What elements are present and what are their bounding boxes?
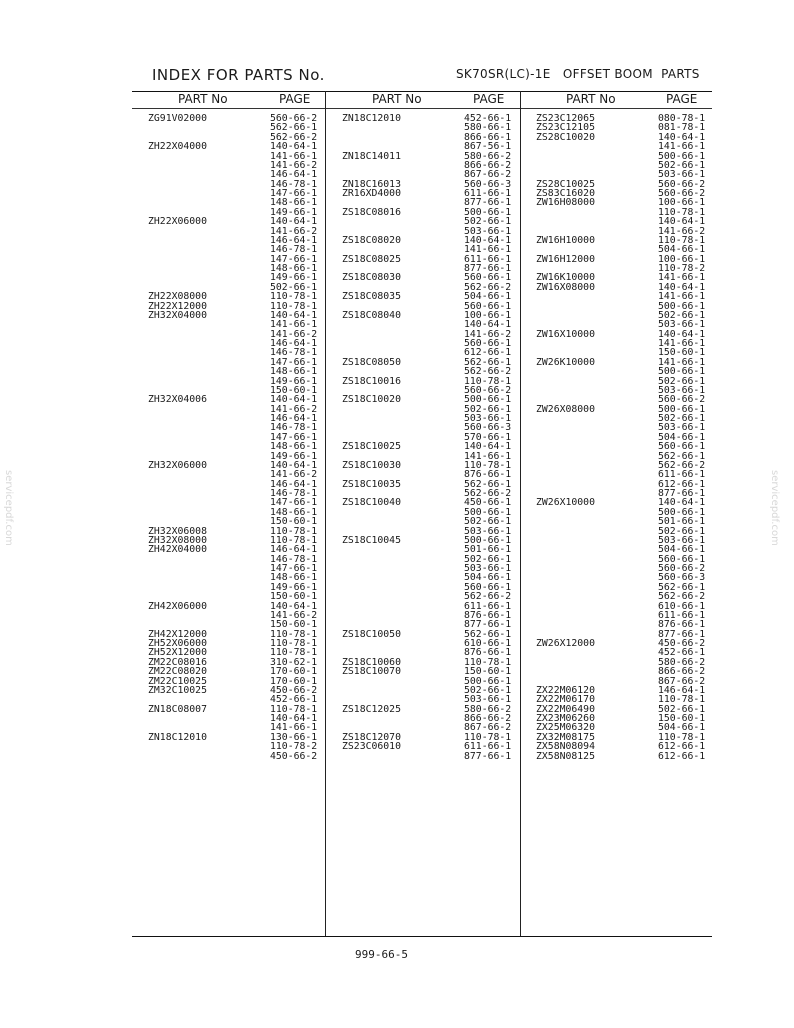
- column-divider-2: [520, 91, 521, 936]
- part-number: ZW16K10000: [536, 272, 595, 284]
- column-2-partno-header: PART No: [372, 92, 422, 106]
- page-reference: 502-66-1: [658, 703, 706, 715]
- page-reference: 611-66-1: [464, 253, 512, 265]
- column-1-page-header: PAGE: [279, 92, 311, 106]
- page-reference: 560-66-2: [270, 113, 318, 124]
- column-3-page-header: PAGE: [666, 92, 698, 106]
- page-reference: 100-66-1: [658, 197, 706, 209]
- page-reference: 562-66-2: [658, 459, 706, 471]
- page-reference: 560-66-1: [658, 553, 706, 565]
- page-reference: 580-66-2: [464, 703, 512, 715]
- page-reference: 148-66-1: [270, 441, 318, 453]
- part-number: ZN18C12010: [342, 113, 401, 124]
- page-reference: 500-66-1: [464, 206, 512, 218]
- page-reference: 110-78-1: [270, 534, 318, 546]
- page-reference: 560-66-2: [658, 178, 706, 190]
- part-number: ZN18C16013: [342, 178, 401, 190]
- page-reference: 877-66-1: [658, 488, 706, 499]
- page-reference: 877-66-1: [464, 197, 512, 209]
- part-number: ZS18C08030: [342, 272, 401, 284]
- page-reference: 876-66-1: [658, 619, 706, 631]
- watermark-left: servicepdf.com: [3, 470, 14, 546]
- page-reference: 140-64-1: [270, 141, 318, 153]
- parts-column-2: [342, 114, 518, 761]
- page-reference: 503-66-1: [658, 319, 706, 331]
- page-reference: 141-66-2: [464, 328, 512, 340]
- page-reference: 110-78-1: [464, 459, 512, 471]
- part-number: ZS23C12105: [536, 122, 595, 134]
- page-reference: 502-66-1: [270, 281, 318, 293]
- part-number: ZS18C10030: [342, 459, 401, 471]
- index-title: INDEX FOR PARTS No.: [152, 66, 325, 84]
- page-reference: 150-60-1: [270, 591, 318, 603]
- page-reference: 502-66-1: [464, 553, 512, 565]
- page-reference: 110-78-1: [464, 656, 512, 668]
- part-number: ZS18C10070: [342, 666, 401, 678]
- part-number: ZH42X06000: [148, 600, 207, 612]
- part-number: ZS83C16020: [536, 188, 595, 199]
- part-number: ZS18C10045: [342, 534, 401, 546]
- page-reference: 503-66-1: [658, 384, 706, 396]
- page-reference: 562-66-1: [270, 122, 318, 134]
- page-reference: 560-66-1: [464, 300, 512, 312]
- index-row: [148, 752, 324, 761]
- page-reference: 146-78-1: [270, 178, 318, 190]
- part-number: ZM22C08016: [148, 656, 207, 668]
- parts-column-3: [536, 114, 712, 761]
- page-reference: 141-66-1: [658, 141, 706, 153]
- page-reference: 502-66-1: [464, 516, 512, 528]
- page-reference: 500-66-1: [658, 300, 706, 312]
- page-reference: 866-66-2: [658, 666, 706, 678]
- page-reference: 502-66-1: [658, 309, 706, 321]
- page-reference: 146-64-1: [270, 169, 318, 181]
- part-number: ZW16H10000: [536, 234, 595, 246]
- page-reference: 452-66-1: [270, 694, 318, 706]
- part-number: ZM22C08020: [148, 666, 207, 678]
- part-number: ZS18C12070: [342, 731, 401, 743]
- page-reference: 141-66-2: [270, 159, 318, 171]
- page-reference: 110-78-1: [270, 291, 318, 303]
- page-number: 999-66-5: [355, 948, 408, 961]
- part-number: ZS18C10050: [342, 628, 401, 640]
- part-number: ZH32X06008: [148, 525, 207, 537]
- page-reference: 110-78-1: [270, 525, 318, 537]
- page-reference: 110-78-2: [270, 741, 318, 753]
- part-number: ZS18C08016: [342, 206, 401, 218]
- page-reference: 100-66-1: [658, 253, 706, 265]
- page-reference: 147-66-1: [270, 188, 318, 199]
- page-reference: 866-66-2: [464, 713, 512, 724]
- part-number: ZH52X06000: [148, 638, 207, 649]
- page-reference: 611-66-1: [658, 469, 706, 481]
- page-reference: 149-66-1: [270, 272, 318, 284]
- part-number: ZW26X08000: [536, 403, 595, 415]
- part-number: ZH22X04000: [148, 141, 207, 153]
- part-number: ZH42X12000: [148, 628, 207, 640]
- page-reference: 140-64-1: [464, 441, 512, 453]
- page-reference: 110-78-1: [658, 731, 706, 743]
- part-number: ZH32X08000: [148, 534, 207, 546]
- page-reference: 146-78-1: [270, 422, 318, 434]
- part-number: ZX32M08175: [536, 731, 595, 743]
- page-reference: 150-60-1: [270, 619, 318, 631]
- page-reference: 580-66-2: [658, 656, 706, 668]
- column-2-page-header: PAGE: [473, 92, 505, 106]
- page-reference: 148-66-1: [270, 506, 318, 518]
- page-reference: 611-66-1: [464, 188, 512, 199]
- page-reference: 150-60-1: [270, 384, 318, 396]
- page-reference: 141-66-2: [270, 469, 318, 481]
- page-reference: 146-78-1: [270, 244, 318, 256]
- page-reference: 562-66-1: [464, 356, 512, 368]
- part-number: ZS18C08035: [342, 291, 401, 303]
- page-reference: 562-66-2: [464, 591, 512, 603]
- page-reference: 867-66-2: [658, 675, 706, 687]
- page-reference: 141-66-1: [270, 319, 318, 331]
- page-reference: 148-66-1: [270, 263, 318, 274]
- page-reference: 612-66-1: [464, 347, 512, 359]
- part-number: ZX22M06170: [536, 694, 595, 706]
- page-reference: 877-66-1: [464, 263, 512, 274]
- page-reference: 140-64-1: [464, 319, 512, 331]
- page-reference: 503-66-1: [658, 169, 706, 181]
- page-reference: 560-66-1: [658, 441, 706, 453]
- page-reference: 141-66-2: [270, 403, 318, 415]
- page-reference: 560-66-3: [464, 422, 512, 434]
- page-reference: 146-78-1: [270, 488, 318, 499]
- page-reference: 147-66-1: [270, 356, 318, 368]
- page-reference: 500-66-1: [464, 394, 512, 406]
- page-reference: 560-66-1: [464, 581, 512, 593]
- page-reference: 560-66-2: [658, 394, 706, 406]
- page-reference: 580-66-1: [464, 122, 512, 134]
- page-reference: 502-66-1: [658, 159, 706, 171]
- part-number: ZH32X06000: [148, 459, 207, 471]
- page-reference: 452-66-1: [658, 647, 706, 659]
- page-reference: 502-66-1: [464, 216, 512, 228]
- page-reference: 501-66-1: [658, 516, 706, 528]
- page-reference: 149-66-1: [270, 581, 318, 593]
- page-reference: 110-78-1: [270, 638, 318, 649]
- part-number: ZW26X10000: [536, 497, 595, 509]
- page-reference: 140-64-1: [658, 131, 706, 143]
- page-reference: 876-66-1: [464, 609, 512, 621]
- part-number: ZS18C10025: [342, 441, 401, 453]
- page-reference: 141-66-2: [658, 225, 706, 237]
- page-reference: 502-66-1: [658, 525, 706, 537]
- page-reference: 501-66-1: [464, 544, 512, 556]
- page-reference: 450-66-2: [658, 638, 706, 649]
- page-reference: 141-66-1: [658, 291, 706, 303]
- page-reference: 612-66-1: [658, 741, 706, 753]
- page-reference: 877-66-1: [658, 628, 706, 640]
- page-reference: 610-66-1: [464, 638, 512, 649]
- page-reference: 450-66-1: [464, 497, 512, 509]
- page-reference: 611-66-1: [464, 600, 512, 612]
- index-row: [342, 752, 518, 761]
- page-reference: 110-78-1: [658, 234, 706, 246]
- part-number: ZX22M06120: [536, 684, 595, 696]
- page-reference: 170-60-1: [270, 666, 318, 678]
- page-reference: 503-66-1: [464, 225, 512, 237]
- page-reference: 876-66-1: [464, 647, 512, 659]
- page-reference: 150-60-1: [658, 347, 706, 359]
- page-reference: 146-64-1: [270, 338, 318, 349]
- page-reference: 562-66-1: [658, 450, 706, 462]
- watermark-right: servicepdf.com: [769, 470, 780, 546]
- page-reference: 110-78-1: [658, 206, 706, 218]
- page-reference: 562-66-2: [658, 591, 706, 603]
- page-reference: 130-66-1: [270, 731, 318, 743]
- page-reference: 500-66-1: [658, 366, 706, 378]
- page-reference: 110-78-1: [270, 703, 318, 715]
- page-reference: 140-64-1: [658, 281, 706, 293]
- page-reference: 140-64-1: [658, 216, 706, 228]
- page-reference: 149-66-1: [270, 375, 318, 387]
- page-reference: 140-64-1: [270, 216, 318, 228]
- part-number: ZG91V02000: [148, 113, 207, 124]
- page-reference: 867-66-2: [464, 169, 512, 181]
- part-number: ZS28C10020: [536, 131, 595, 143]
- page-reference: 110-78-2: [658, 263, 706, 274]
- page-reference: 150-60-1: [658, 713, 706, 724]
- page-reference: 080-78-1: [658, 113, 706, 124]
- page-reference: 611-66-1: [464, 741, 512, 753]
- part-number: ZW16H12000: [536, 253, 595, 265]
- part-number: ZR16XD4000: [342, 188, 401, 199]
- page-reference: 503-66-1: [464, 694, 512, 706]
- part-number: ZS18C10040: [342, 497, 401, 509]
- page-reference: 140-64-1: [270, 459, 318, 471]
- page-reference: 560-66-2: [658, 188, 706, 199]
- bottom-rule: [132, 936, 712, 937]
- page-reference: 141-66-1: [658, 338, 706, 349]
- part-number: ZX58N08094: [536, 741, 595, 753]
- part-number: ZS18C10060: [342, 656, 401, 668]
- part-number: ZH22X12000: [148, 300, 207, 312]
- page-reference: 310-62-1: [270, 656, 318, 668]
- page-reference: 141-66-1: [464, 450, 512, 462]
- part-number: ZS18C10016: [342, 375, 401, 387]
- page-reference: 146-64-1: [658, 684, 706, 696]
- part-number: ZW16X08000: [536, 281, 595, 293]
- page-reference: 500-66-1: [464, 675, 512, 687]
- page-reference: 146-64-1: [270, 478, 318, 490]
- page-reference: 149-66-1: [270, 450, 318, 462]
- part-number: ZS18C12025: [342, 703, 401, 715]
- part-number: ZS18C10035: [342, 478, 401, 490]
- part-number: ZN18C08007: [148, 703, 207, 715]
- page-reference: 560-66-3: [464, 178, 512, 190]
- page-reference: 502-66-1: [464, 684, 512, 696]
- column-1-partno-header: PART No: [178, 92, 228, 106]
- page-reference: 502-66-1: [658, 413, 706, 424]
- page-reference: 500-66-1: [658, 506, 706, 518]
- model-title: SK70SR(LC)-1E OFFSET BOOM PARTS: [456, 67, 700, 81]
- page-reference: 877-66-1: [464, 619, 512, 631]
- part-number: ZN18C12010: [148, 731, 207, 743]
- page-reference: 141-66-1: [658, 356, 706, 368]
- page-reference: 081-78-1: [658, 122, 706, 134]
- part-number: ZW16H08000: [536, 197, 595, 209]
- part-number: ZX22M06490: [536, 703, 595, 715]
- page-reference: 503-66-1: [464, 413, 512, 424]
- page-reference: 150-60-1: [464, 666, 512, 678]
- page-reference: 110-78-1: [464, 375, 512, 387]
- page-reference: 141-66-2: [270, 609, 318, 621]
- page-reference: 100-66-1: [464, 309, 512, 321]
- page-reference: 500-66-1: [658, 403, 706, 415]
- page-reference: 503-66-1: [658, 422, 706, 434]
- page-reference: 146-78-1: [270, 347, 318, 359]
- part-number: ZH32X04000: [148, 309, 207, 321]
- page-reference: 141-66-2: [270, 328, 318, 340]
- page-reference: 560-66-3: [658, 572, 706, 584]
- page-reference: 580-66-2: [464, 150, 512, 162]
- page-reference: 452-66-1: [464, 113, 512, 124]
- part-number: ZM22C10025: [148, 675, 207, 687]
- page-reference: 110-78-1: [464, 731, 512, 743]
- page-reference: 562-66-1: [464, 628, 512, 640]
- part-number: ZS28C10025: [536, 178, 595, 190]
- page-reference: 500-66-1: [464, 506, 512, 518]
- page-reference: 560-66-2: [464, 384, 512, 396]
- page-reference: 503-66-1: [464, 563, 512, 574]
- page-reference: 140-64-1: [270, 713, 318, 724]
- page-reference: 867-56-1: [464, 141, 512, 153]
- page-reference: 502-66-1: [464, 403, 512, 415]
- page-reference: 504-66-1: [658, 431, 706, 443]
- page-reference: 148-66-1: [270, 366, 318, 378]
- page-reference: 150-60-1: [270, 516, 318, 528]
- page-reference: 562-66-2: [464, 488, 512, 499]
- part-number: ZS23C06010: [342, 741, 401, 753]
- page-reference: 867-66-2: [464, 722, 512, 734]
- page-reference: 570-66-1: [464, 431, 512, 443]
- page-reference: 141-66-1: [658, 272, 706, 284]
- part-number: ZH22X08000: [148, 291, 207, 303]
- page-reference: 500-66-1: [658, 150, 706, 162]
- page-reference: 503-66-1: [658, 534, 706, 546]
- page-reference: 866-66-1: [464, 131, 512, 143]
- page-reference: 141-66-1: [270, 150, 318, 162]
- page-reference: 612-66-1: [658, 750, 706, 762]
- part-number: ZS18C08025: [342, 253, 401, 265]
- page-reference: 502-66-1: [658, 375, 706, 387]
- part-number: ZS18C08040: [342, 309, 401, 321]
- part-number: ZH32X04006: [148, 394, 207, 406]
- page-reference: 140-64-1: [270, 309, 318, 321]
- page-reference: 140-64-1: [270, 600, 318, 612]
- page-reference: 110-78-1: [270, 647, 318, 659]
- header-rule: [132, 108, 712, 109]
- page-reference: 149-66-1: [270, 206, 318, 218]
- page-reference: 450-66-2: [270, 684, 318, 696]
- page-reference: 562-66-1: [464, 478, 512, 490]
- part-number: ZH22X06000: [148, 216, 207, 228]
- page-reference: 611-66-1: [658, 609, 706, 621]
- page-reference: 110-78-1: [270, 300, 318, 312]
- part-number: ZM32C10025: [148, 684, 207, 696]
- page-reference: 147-66-1: [270, 253, 318, 265]
- page-reference: 147-66-1: [270, 563, 318, 574]
- page-reference: 140-64-1: [270, 394, 318, 406]
- part-number: ZW26X12000: [536, 638, 595, 649]
- index-row: [536, 752, 712, 761]
- page-reference: 140-64-1: [658, 497, 706, 509]
- part-number: ZH52X12000: [148, 647, 207, 659]
- page-reference: 140-64-1: [464, 234, 512, 246]
- page-reference: 141-66-1: [270, 722, 318, 734]
- page-reference: 170-60-1: [270, 675, 318, 687]
- page-reference: 504-66-1: [464, 291, 512, 303]
- page-reference: 500-66-1: [464, 534, 512, 546]
- part-number: ZS18C10020: [342, 394, 401, 406]
- page-reference: 562-66-2: [464, 281, 512, 293]
- part-number: ZS23C12065: [536, 113, 595, 124]
- page-reference: 560-66-1: [464, 272, 512, 284]
- page-reference: 110-78-1: [270, 628, 318, 640]
- page-reference: 504-66-1: [658, 722, 706, 734]
- part-number: ZN18C14011: [342, 150, 401, 162]
- part-number: ZW16X10000: [536, 328, 595, 340]
- page-reference: 866-66-2: [464, 159, 512, 171]
- page-reference: 504-66-1: [658, 544, 706, 556]
- page-reference: 146-64-1: [270, 234, 318, 246]
- page-reference: 562-66-2: [270, 131, 318, 143]
- part-number: ZX58N08125: [536, 750, 595, 762]
- part-number: ZS18C08020: [342, 234, 401, 246]
- page-reference: 148-66-1: [270, 197, 318, 209]
- page-reference: 876-66-1: [464, 469, 512, 481]
- page-reference: 450-66-2: [270, 750, 318, 762]
- page-reference: 140-64-1: [658, 328, 706, 340]
- page-reference: 560-66-1: [464, 338, 512, 349]
- part-number: ZX23M06260: [536, 713, 595, 724]
- page-reference: 146-64-1: [270, 544, 318, 556]
- part-number: ZX25M06320: [536, 722, 595, 734]
- page-reference: 147-66-1: [270, 431, 318, 443]
- page-reference: 504-66-1: [658, 244, 706, 256]
- part-number: ZW26K10000: [536, 356, 595, 368]
- page-reference: 610-66-1: [658, 600, 706, 612]
- column-3-partno-header: PART No: [566, 92, 616, 106]
- page-reference: 504-66-1: [464, 572, 512, 584]
- part-number: ZH42X04000: [148, 544, 207, 556]
- page-reference: 146-78-1: [270, 553, 318, 565]
- page-reference: 560-66-2: [658, 563, 706, 574]
- page-reference: 141-66-2: [270, 225, 318, 237]
- column-divider-1: [325, 91, 326, 936]
- page-reference: 110-78-1: [658, 694, 706, 706]
- page-reference: 148-66-1: [270, 572, 318, 584]
- page-reference: 562-66-2: [464, 366, 512, 378]
- page-reference: 612-66-1: [658, 478, 706, 490]
- page-reference: 562-66-1: [658, 581, 706, 593]
- parts-column-1: [148, 114, 324, 761]
- page-reference: 147-66-1: [270, 497, 318, 509]
- page-reference: 877-66-1: [464, 750, 512, 762]
- page-reference: 146-64-1: [270, 413, 318, 424]
- page-reference: 503-66-1: [464, 525, 512, 537]
- page-reference: 141-66-1: [464, 244, 512, 256]
- part-number: ZS18C08050: [342, 356, 401, 368]
